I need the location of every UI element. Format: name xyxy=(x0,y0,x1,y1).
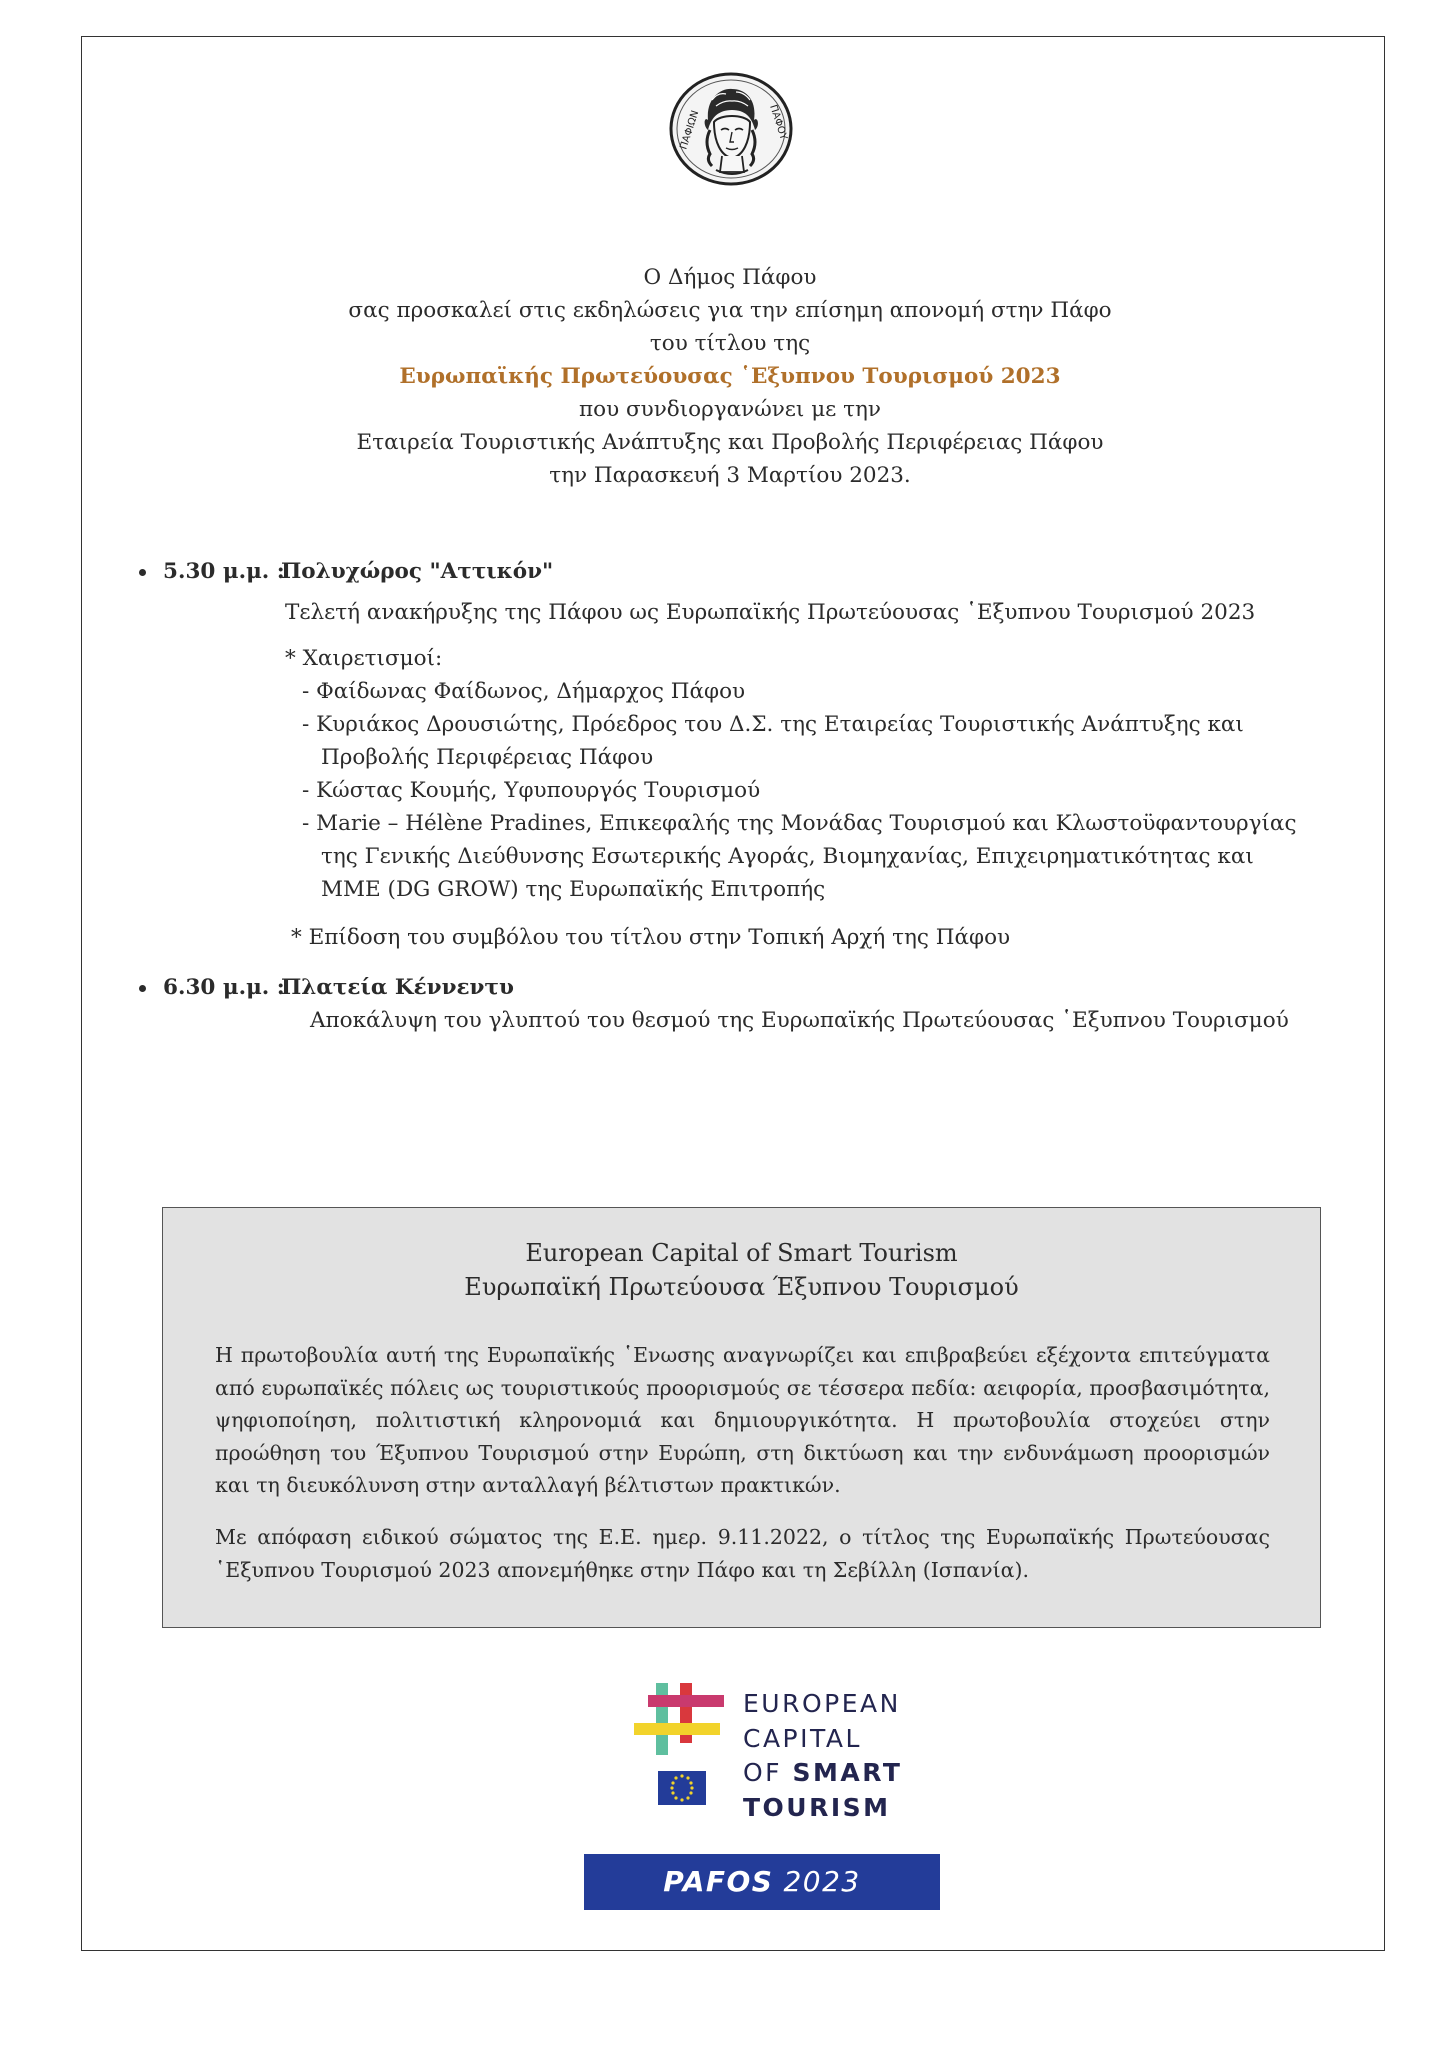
info-paragraph-initiative: Η πρωτοβουλία αυτή της Ευρωπαϊκής ῾Ενωσης αναγνωρίζει και επιβραβεύει εξέχοντα επιτεύγματα από ευρωπαϊκές πόλεις ως τουριστικούς προορισμούς σε τέσσερα πεδία: αειφορία, προσβασιμότητα, ψηφιοποίηση, πολιτιστική κληρονομιά και δημιουργικότητα. Η πρωτοβουλία στοχεύει στην προώθηση του Έξυπνου Τουρισμού στην Ευρώπη, στη δικτύωση και την ενδυνάμωση προορισμών και τη διευκόλυνση στην ανταλλαγή βέλτιστων πρακτικών. xyxy=(215,1343,1270,1497)
logo-word-of: OF xyxy=(743,1758,783,1787)
logo-word-smart: SMART xyxy=(792,1758,903,1787)
logo-line-of-smart xyxy=(743,1756,902,1791)
intro-line-organization: Εταιρεία Τουριστικής Ανάπτυξης και Προβολής Περιφέρειας Πάφου xyxy=(356,430,1104,455)
banner-year: 2023 xyxy=(783,1865,861,1898)
speaker-line: - Marie – Hélène Pradines, Επικεφαλής της Μονάδας Τουρισμού και Κλωστοϋφαντουργίας xyxy=(302,811,1297,836)
coin-left-inscription: ΠΑΦΙΩΝ xyxy=(678,109,702,151)
event2-time: 6.30 μ.μ. : xyxy=(163,971,285,1004)
intro-line-invites: σας προσκαλεί στις εκδηλώσεις για την επίσημη απονομή στην Πάφο xyxy=(348,298,1112,323)
event1-time: 5.30 μ.μ. : xyxy=(163,555,285,588)
intro-line-title-of: του τίτλου της xyxy=(649,331,811,356)
logo-line-capital: CAPITAL xyxy=(743,1723,862,1753)
invitation-intro xyxy=(200,261,1260,492)
info-title-el: Ευρωπαϊκή Πρωτεύουσα Έξυπνου Τουρισμού xyxy=(464,1273,1019,1301)
intro-award-title: Ευρωπαϊκής Πρωτεύουσας ῾Εξυπνου Τουρισμού 2023 xyxy=(399,364,1061,389)
event1-venue: Πολυχώρος "Αττικόν" xyxy=(281,559,554,584)
speaker-line: ΜΜΕ (DG GROW) της Ευρωπαϊκής Επιτροπής xyxy=(321,877,826,902)
info-title-en: European Capital of Smart Tourism xyxy=(525,1239,958,1267)
ecst-logo-text xyxy=(743,1687,902,1825)
speaker-line: - Φαίδωνας Φαίδωνος, Δήμαρχος Πάφου xyxy=(302,679,746,704)
event1-description: Τελετή ανακήρυξης της Πάφου ως Ευρωπαϊκής Πρωτεύουσας ῾Εξυπνου Τουρισμού 2023 xyxy=(285,600,1256,625)
speaker-line: - Κώστας Κουμής, Υφυπουργός Τουρισμού xyxy=(302,778,761,803)
banner-city: PAFOS xyxy=(663,1865,774,1898)
info-box xyxy=(162,1207,1321,1628)
event2-venue: Πλατεία Κέννεντυ xyxy=(281,975,514,1000)
logo-line-tourism: TOURISM xyxy=(743,1792,891,1822)
speaker-line: Προβολής Περιφέρειας Πάφου xyxy=(321,745,654,770)
coin-right-inscription: ΠΑΦΟΥ xyxy=(767,103,789,142)
smart-tourism-hash-icon xyxy=(634,1683,738,1821)
intro-line-municipality: Ο Δήμος Πάφου xyxy=(643,265,817,290)
event2-description: Αποκάλυψη του γλυπτού του θεσμού της Ευρωπαϊκής Πρωτεύουσας ῾Εξυπνου Τουρισμού xyxy=(310,1008,1289,1033)
event1-symbol-handover: * Επίδοση του συμβόλου του τίτλου στην Τοπική Αρχή της Πάφου xyxy=(291,925,1011,950)
intro-line-coorganized: που συνδιοργανώνει με την xyxy=(579,397,881,422)
intro-line-date: την Παρασκευή 3 Μαρτίου 2023. xyxy=(549,463,911,488)
speaker-line: της Γενικής Διεύθυνσης Εσωτερικής Αγοράς, Βιομηχανίας, Επιχειρηματικότητας και xyxy=(321,844,1254,869)
pafos-2023-banner xyxy=(584,1854,940,1910)
speaker-line: - Κυριάκος Δρουσιώτης, Πρόεδρος του Δ.Σ. της Εταιρείας Τουριστικής Ανάπτυξης και xyxy=(302,712,1244,737)
pafos-coin-logo xyxy=(666,70,796,188)
logo-line-european: EUROPEAN xyxy=(743,1689,901,1718)
event1-greetings-label: * Χαιρετισμοί: xyxy=(285,646,443,671)
info-paragraph-decision: Με απόφαση ειδικού σώματος της Ε.Ε. ημερ. 9.11.2022, ο τίτλος της Ευρωπαϊκής Πρωτεύουσας ῾Εξυπνου Τουρισμού 2023 απονεμήθηκε στην Πάφο και τη Σεβίλλη (Ισπανία). xyxy=(215,1525,1270,1582)
